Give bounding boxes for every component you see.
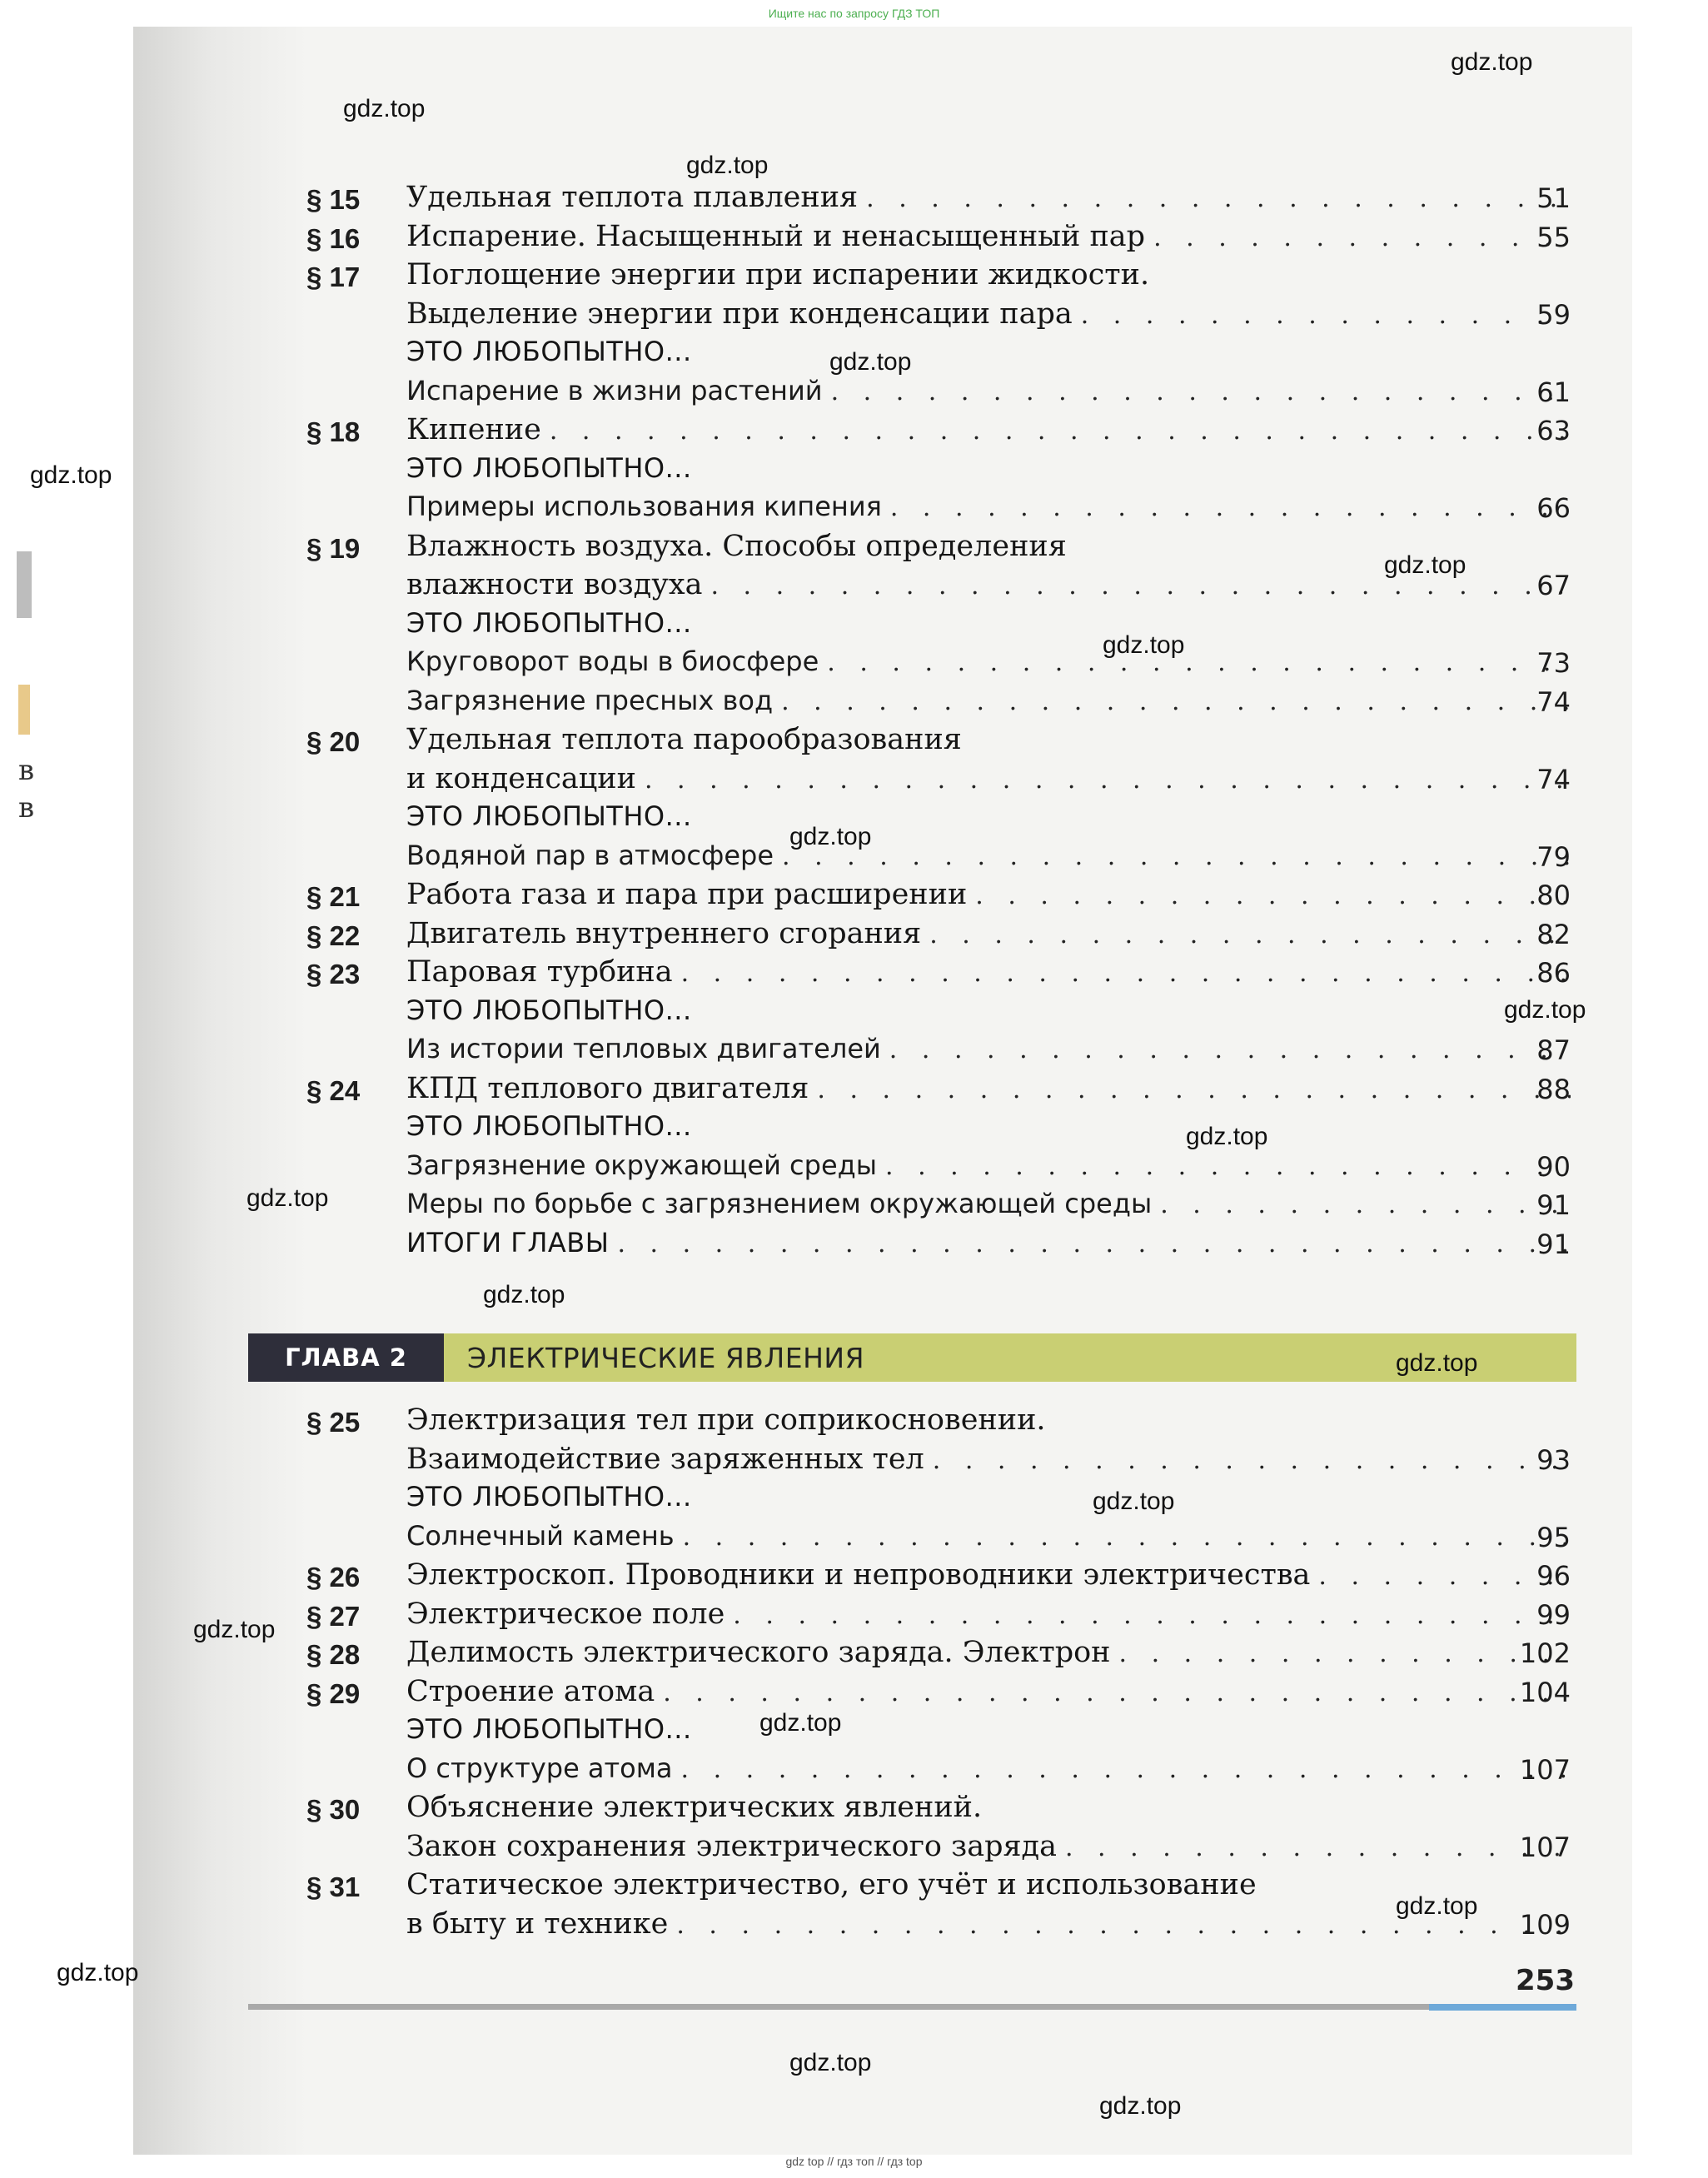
watermark: gdz.top bbox=[193, 1616, 276, 1643]
toc-line bbox=[406, 1403, 1571, 1442]
toc-entry bbox=[0, 1110, 1708, 1149]
page-ref: 63 bbox=[1536, 415, 1571, 446]
chapter-header bbox=[248, 1333, 1576, 1382]
toc-line bbox=[406, 878, 1571, 916]
watermark: gdz.top bbox=[1504, 996, 1586, 1024]
toc-entry bbox=[0, 955, 1708, 994]
section-number: § 25 bbox=[306, 1407, 361, 1438]
watermark: gdz.top bbox=[343, 95, 426, 122]
footer-rule bbox=[248, 2004, 1431, 2010]
page-ref: 91 bbox=[1536, 1189, 1571, 1221]
page-ref: 104 bbox=[1519, 1676, 1571, 1708]
dot-leader bbox=[889, 1035, 1571, 1064]
entry-title: Взаимодействие заряженных тел bbox=[406, 1442, 924, 1476]
entry-title: влажности воздуха bbox=[406, 568, 703, 601]
page-ref: 86 bbox=[1536, 957, 1571, 989]
page-ref: 66 bbox=[1536, 492, 1571, 524]
top-banner: Ищите нас по запросу ГДЗ ТОП bbox=[768, 7, 940, 20]
page-ref: 51 bbox=[1536, 182, 1571, 214]
watermark: gdz.top bbox=[57, 1959, 139, 1986]
toc-entry bbox=[0, 607, 1708, 645]
dot-leader bbox=[890, 493, 1571, 522]
entry-title: Объяснение электрических явлений. bbox=[406, 1791, 983, 1824]
edge-glyph: в bbox=[18, 791, 35, 825]
toc-line bbox=[406, 762, 1571, 800]
section-number: § 24 bbox=[306, 1074, 361, 1106]
toc-line bbox=[406, 258, 1571, 297]
dot-leader bbox=[885, 1152, 1571, 1181]
toc-entry bbox=[0, 375, 1708, 413]
entry-title: Водяной пар в атмосфере bbox=[406, 839, 774, 871]
entry-title: Поглощение энергии при испарении жидкости. bbox=[406, 258, 1150, 292]
toc-line bbox=[406, 607, 1571, 645]
dot-leader bbox=[1065, 1833, 1571, 1862]
toc-line bbox=[406, 1636, 1571, 1674]
watermark: gdz.top bbox=[829, 348, 912, 376]
toc-line bbox=[406, 723, 1571, 761]
page-ref: 67 bbox=[1536, 570, 1571, 601]
toc-entry bbox=[0, 413, 1708, 451]
toc-entry bbox=[0, 878, 1708, 916]
entry-title: Статическое электричество, его учёт и использование bbox=[406, 1868, 1257, 1901]
toc-line bbox=[406, 413, 1571, 451]
page-ref: 59 bbox=[1536, 298, 1571, 331]
page-ref: 80 bbox=[1536, 880, 1571, 911]
toc-entry bbox=[0, 723, 1708, 761]
toc-line bbox=[406, 917, 1571, 955]
section-number: § 30 bbox=[306, 1794, 361, 1825]
entry-title: Строение атома bbox=[406, 1674, 655, 1708]
toc-entry bbox=[0, 1227, 1708, 1265]
watermark: gdz.top bbox=[483, 1281, 565, 1308]
section-number: § 21 bbox=[306, 881, 361, 912]
page-ref: 93 bbox=[1536, 1443, 1571, 1476]
section-number: § 15 bbox=[306, 184, 361, 215]
toc-line bbox=[406, 955, 1571, 994]
toc-line bbox=[406, 1110, 1571, 1149]
section-number: § 27 bbox=[306, 1600, 361, 1632]
chapter-label: ГЛАВА 2 bbox=[248, 1333, 444, 1382]
watermark: gdz.top bbox=[1103, 631, 1185, 659]
page-ref: 90 bbox=[1536, 1150, 1571, 1183]
watermark: gdz.top bbox=[789, 2049, 872, 2076]
entry-title: Удельная теплота парообразования bbox=[406, 723, 962, 756]
entry-title: Круговорот воды в биосфере bbox=[406, 645, 819, 677]
entry-title: Кипение bbox=[406, 413, 541, 446]
toc-entry bbox=[0, 917, 1708, 955]
toc-entry bbox=[0, 994, 1708, 1033]
toc-entry bbox=[0, 645, 1708, 684]
page-ref: 99 bbox=[1536, 1598, 1571, 1631]
toc-line bbox=[406, 181, 1571, 219]
watermark: gdz.top bbox=[789, 823, 872, 850]
page-ref: 102 bbox=[1519, 1637, 1571, 1669]
dot-leader bbox=[933, 1443, 1571, 1476]
toc-entry bbox=[0, 762, 1708, 800]
entry-title: Испарение. Насыщенный и ненасыщенный пар bbox=[406, 219, 1146, 253]
toc-line bbox=[406, 1791, 1571, 1829]
entry-title: Электрическое поле bbox=[406, 1597, 725, 1631]
chapter-title: ЭЛЕКТРИЧЕСКИЕ ЯВЛЕНИЯ bbox=[467, 1341, 865, 1374]
toc-line bbox=[406, 994, 1571, 1033]
section-number: § 19 bbox=[306, 532, 361, 564]
dot-leader bbox=[827, 648, 1571, 677]
page-ref: 91 bbox=[1536, 1228, 1571, 1260]
toc-line bbox=[406, 1033, 1571, 1071]
dot-leader bbox=[1081, 298, 1571, 331]
watermark: gdz.top bbox=[30, 461, 112, 489]
toc-entry bbox=[0, 1830, 1708, 1868]
page-ref: 107 bbox=[1519, 1753, 1571, 1786]
entry-title: Двигатель внутреннего сгорания bbox=[406, 916, 922, 950]
entry-title: ЭТО ЛЮБОПЫТНО... bbox=[406, 1110, 692, 1142]
toc-line bbox=[406, 452, 1571, 491]
page-ref: 74 bbox=[1536, 685, 1571, 718]
entry-title: Работа газа и пара при расширении bbox=[406, 878, 968, 911]
entry-title: Испарение в жизни растений bbox=[406, 374, 823, 406]
page-ref: 61 bbox=[1536, 376, 1571, 408]
toc-entry bbox=[0, 297, 1708, 336]
watermark: gdz.top bbox=[1384, 551, 1466, 579]
entry-title: О структуре атома bbox=[406, 1752, 673, 1784]
entry-title: ЭТО ЛЮБОПЫТНО... bbox=[406, 800, 692, 832]
entry-title: ЭТО ЛЮБОПЫТНО... bbox=[406, 451, 692, 484]
toc-entry bbox=[0, 491, 1708, 529]
entry-title: ЭТО ЛЮБОПЫТНО... bbox=[406, 1713, 692, 1745]
toc-entry bbox=[0, 1675, 1708, 1713]
toc-line bbox=[406, 1752, 1571, 1791]
toc-line bbox=[406, 336, 1571, 374]
entry-title: ЭТО ЛЮБОПЫТНО... bbox=[406, 606, 692, 639]
toc-line bbox=[406, 1188, 1571, 1226]
dot-leader bbox=[817, 1075, 1571, 1104]
entry-title: ЭТО ЛЮБОПЫТНО... bbox=[406, 994, 692, 1026]
dot-leader bbox=[781, 687, 1571, 716]
toc-line bbox=[406, 1443, 1571, 1481]
entry-title: Паровая турбина bbox=[406, 955, 673, 989]
toc-entry bbox=[0, 1481, 1708, 1519]
toc-line bbox=[406, 297, 1571, 336]
dot-leader bbox=[929, 920, 1571, 949]
dot-leader bbox=[681, 959, 1571, 988]
section-number: § 29 bbox=[306, 1677, 361, 1709]
entry-title: Из истории тепловых двигателей bbox=[406, 1033, 881, 1064]
toc-entry bbox=[0, 1791, 1708, 1829]
toc-line bbox=[406, 1675, 1571, 1713]
toc-line bbox=[406, 685, 1571, 723]
toc-line bbox=[406, 1558, 1571, 1597]
dot-leader bbox=[617, 1229, 1571, 1258]
watermark: gdz.top bbox=[1396, 1892, 1478, 1920]
toc-line bbox=[406, 1520, 1571, 1558]
section-number: § 16 bbox=[306, 222, 361, 254]
entry-title: Солнечный камень bbox=[406, 1519, 675, 1552]
toc-line bbox=[406, 375, 1571, 413]
entry-title: Закон сохранения электрического заряда bbox=[406, 1829, 1057, 1863]
toc-entry bbox=[0, 1752, 1708, 1791]
page-ref: 107 bbox=[1519, 1831, 1571, 1863]
toc-entry bbox=[0, 1713, 1708, 1752]
entry-title: КПД теплового двигателя bbox=[406, 1071, 809, 1105]
dot-leader bbox=[683, 1523, 1571, 1552]
toc-entry bbox=[0, 1520, 1708, 1558]
entry-title: Загрязнение окружающей среды bbox=[406, 1149, 878, 1181]
toc-line bbox=[406, 1072, 1571, 1110]
toc-line bbox=[406, 1597, 1571, 1636]
section-number: § 28 bbox=[306, 1639, 361, 1670]
dot-leader bbox=[831, 377, 1571, 406]
entry-title: Делимость электрического заряда. Электрон bbox=[406, 1636, 1111, 1669]
entry-title: и конденсации bbox=[406, 761, 636, 795]
dot-leader bbox=[782, 842, 1571, 871]
section-number: § 20 bbox=[306, 726, 361, 757]
toc-line bbox=[406, 491, 1571, 529]
section-number: § 31 bbox=[306, 1871, 361, 1902]
section-number: § 23 bbox=[306, 959, 361, 989]
section-number: § 17 bbox=[306, 262, 361, 292]
entry-title: Выделение энергии при конденсации пара bbox=[406, 297, 1073, 331]
dot-leader bbox=[733, 1598, 1571, 1631]
toc-line bbox=[406, 800, 1571, 839]
section-number: § 26 bbox=[306, 1562, 361, 1592]
page-ref: 73 bbox=[1536, 647, 1571, 679]
toc-line bbox=[406, 1713, 1571, 1752]
entry-title: Влажность воздуха. Способы определения bbox=[406, 529, 1067, 563]
dot-leader bbox=[866, 184, 1571, 213]
page-ref: 87 bbox=[1536, 1034, 1571, 1066]
watermark: gdz.top bbox=[246, 1184, 329, 1212]
page-ref: 95 bbox=[1536, 1521, 1571, 1553]
watermark: gdz.top bbox=[1093, 1488, 1175, 1515]
page-ref: 74 bbox=[1536, 763, 1571, 795]
toc-entry bbox=[0, 220, 1708, 258]
dot-leader bbox=[681, 1755, 1571, 1784]
dot-leader bbox=[975, 881, 1571, 910]
page-ref: 88 bbox=[1536, 1073, 1571, 1105]
page-number: 253 bbox=[1516, 1964, 1575, 1997]
bottom-banner: gdz top // гдз топ // гдз top bbox=[785, 2155, 923, 2168]
watermark: gdz.top bbox=[1099, 2092, 1182, 2120]
section-number: § 18 bbox=[306, 416, 361, 447]
toc-entry bbox=[0, 1072, 1708, 1110]
toc-line bbox=[406, 1227, 1571, 1265]
page-ref: 82 bbox=[1536, 918, 1571, 950]
toc-line bbox=[406, 840, 1571, 878]
toc-line bbox=[406, 1149, 1571, 1188]
page-ref: 109 bbox=[1519, 1908, 1571, 1941]
entry-title: Удельная теплота плавления bbox=[406, 181, 859, 214]
watermark: gdz.top bbox=[1186, 1123, 1268, 1150]
dot-leader bbox=[550, 416, 1571, 446]
page-ref: 96 bbox=[1536, 1560, 1571, 1592]
entry-title: Меры по борьбе с загрязнением окружающей среды bbox=[406, 1188, 1153, 1219]
entry-title: Электроскоп. Проводники и непроводники электричества bbox=[406, 1558, 1311, 1592]
dot-leader bbox=[645, 765, 1571, 795]
toc-line bbox=[406, 1830, 1571, 1868]
entry-title: Электризация тел при соприкосновении. bbox=[406, 1403, 1046, 1437]
toc-entry bbox=[0, 1033, 1708, 1071]
toc-entry bbox=[0, 181, 1708, 219]
entry-title: в быту и технике bbox=[406, 1906, 669, 1941]
entry-title: ЭТО ЛЮБОПЫТНО... bbox=[406, 336, 692, 367]
toc-entry bbox=[0, 1558, 1708, 1597]
dot-leader bbox=[663, 1678, 1571, 1707]
entry-title: Примеры использования кипения bbox=[406, 491, 882, 522]
entry-title: ЭТО ЛЮБОПЫТНО... bbox=[406, 1481, 692, 1513]
watermark: gdz.top bbox=[1451, 48, 1533, 76]
entry-title: Загрязнение пресных вод bbox=[406, 684, 774, 716]
toc-entry bbox=[0, 258, 1708, 297]
toc-entry bbox=[0, 685, 1708, 723]
toc-entry bbox=[0, 452, 1708, 491]
watermark: gdz.top bbox=[1396, 1349, 1478, 1377]
section-number: § 22 bbox=[306, 920, 361, 951]
toc-entry bbox=[0, 1403, 1708, 1442]
toc-entry bbox=[0, 1149, 1708, 1188]
entry-title: ИТОГИ ГЛАВЫ bbox=[406, 1226, 610, 1258]
watermark: gdz.top bbox=[686, 152, 769, 179]
footer-accent bbox=[1429, 2004, 1576, 2011]
page-ref: 55 bbox=[1536, 221, 1571, 253]
toc-entry bbox=[0, 1443, 1708, 1481]
dot-leader bbox=[1119, 1639, 1571, 1668]
toc-line bbox=[406, 645, 1571, 684]
toc-line bbox=[406, 1481, 1571, 1519]
page-ref: 79 bbox=[1536, 840, 1571, 873]
watermark: gdz.top bbox=[759, 1709, 842, 1737]
edge-glyph: в bbox=[18, 754, 35, 787]
toc-line bbox=[406, 220, 1571, 258]
